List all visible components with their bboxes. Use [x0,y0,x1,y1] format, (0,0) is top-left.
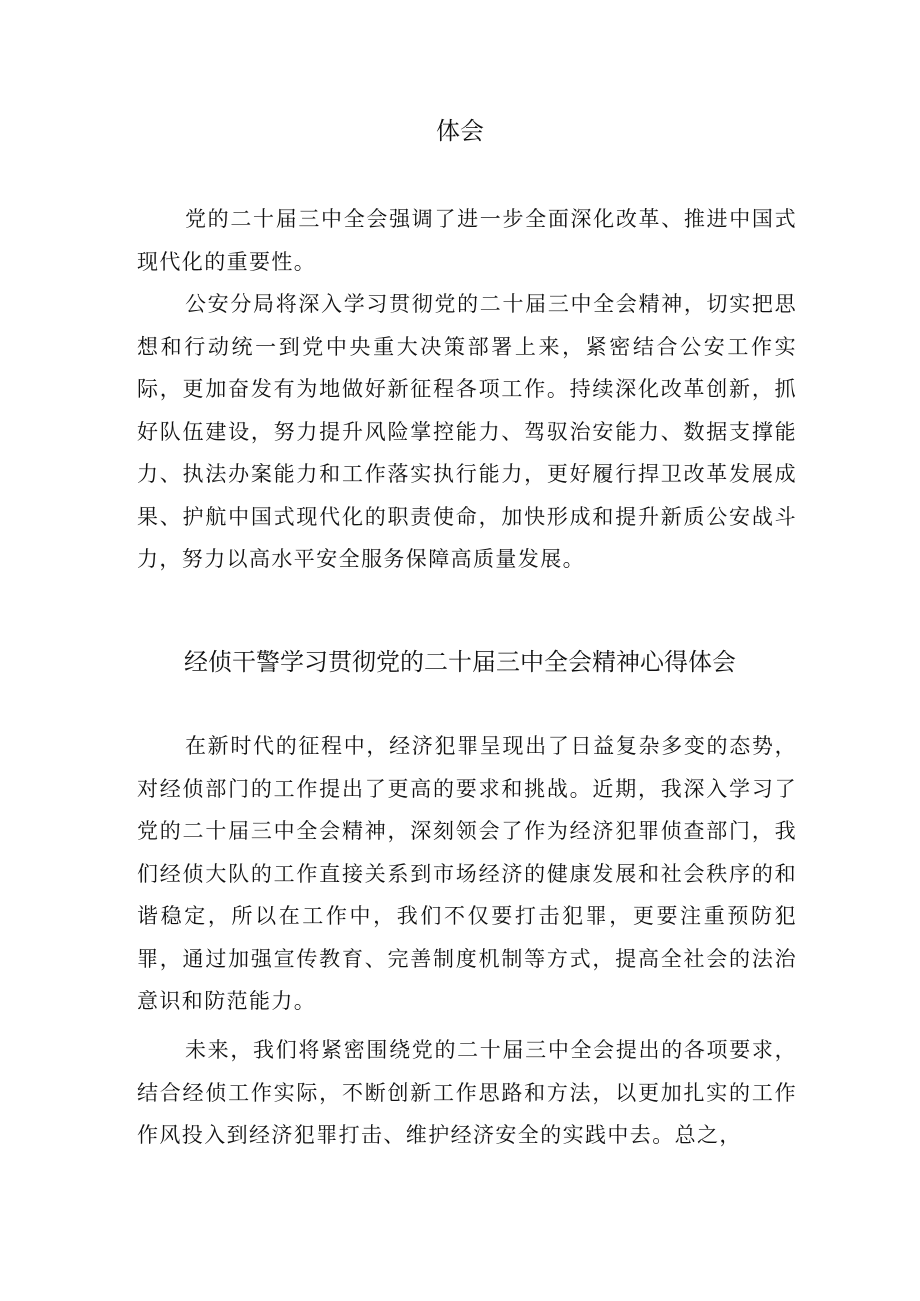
section-title: 经侦干警学习贯彻党的二十届三中全会精神心得体会 [184,648,736,676]
paragraph: 党的二十届三中全会强调了进一步全面深化改革、推进中国式现代化的重要性。 [137,207,797,274]
section-title: 体会 [436,117,484,145]
paragraph: 在新时代的征程中，经济犯罪呈现出了日益复杂多变的态势，对经侦部门的工作提出了更高的要求和挑战。近期，我深入学习了党的二十届三中全会精神，深刻领会了作为经济犯罪侦查部门，我们经侦大队的工作直接关系到市场经济的健康发展和社会秩序的和谐稳定，所以在工作中，我们不仅要打击犯罪，更要注重预防犯罪，通过加强宣传教育、完善制度机制等方式，提高全社会的法治意识和防范能力。 [137,734,797,1013]
paragraph: 公安分局将深入学习贯彻党的二十届三中全会精神，切实把思想和行动统一到党中央重大决策部署上来，紧密结合公安工作实际，更加奋发有为地做好新征程各项工作。持续深化改革创新，抓好队伍建设，努力提升风险掌控能力、驾驭治安能力、数据支撑能力、执法办案能力和工作落实执行能力，更好履行捍卫改革发展成果、护航中国式现代化的职责使命，加快形成和提升新质公安战斗力，努力以高水平安全服务保障高质量发展。 [137,292,797,571]
paragraph: 未来，我们将紧密围绕党的二十届三中全会提出的各项要求，结合经侦工作实际，不断创新工作思路和方法，以更加扎实的工作作风投入到经济犯罪打击、维护经济安全的实践中去。总之， [137,1038,797,1147]
